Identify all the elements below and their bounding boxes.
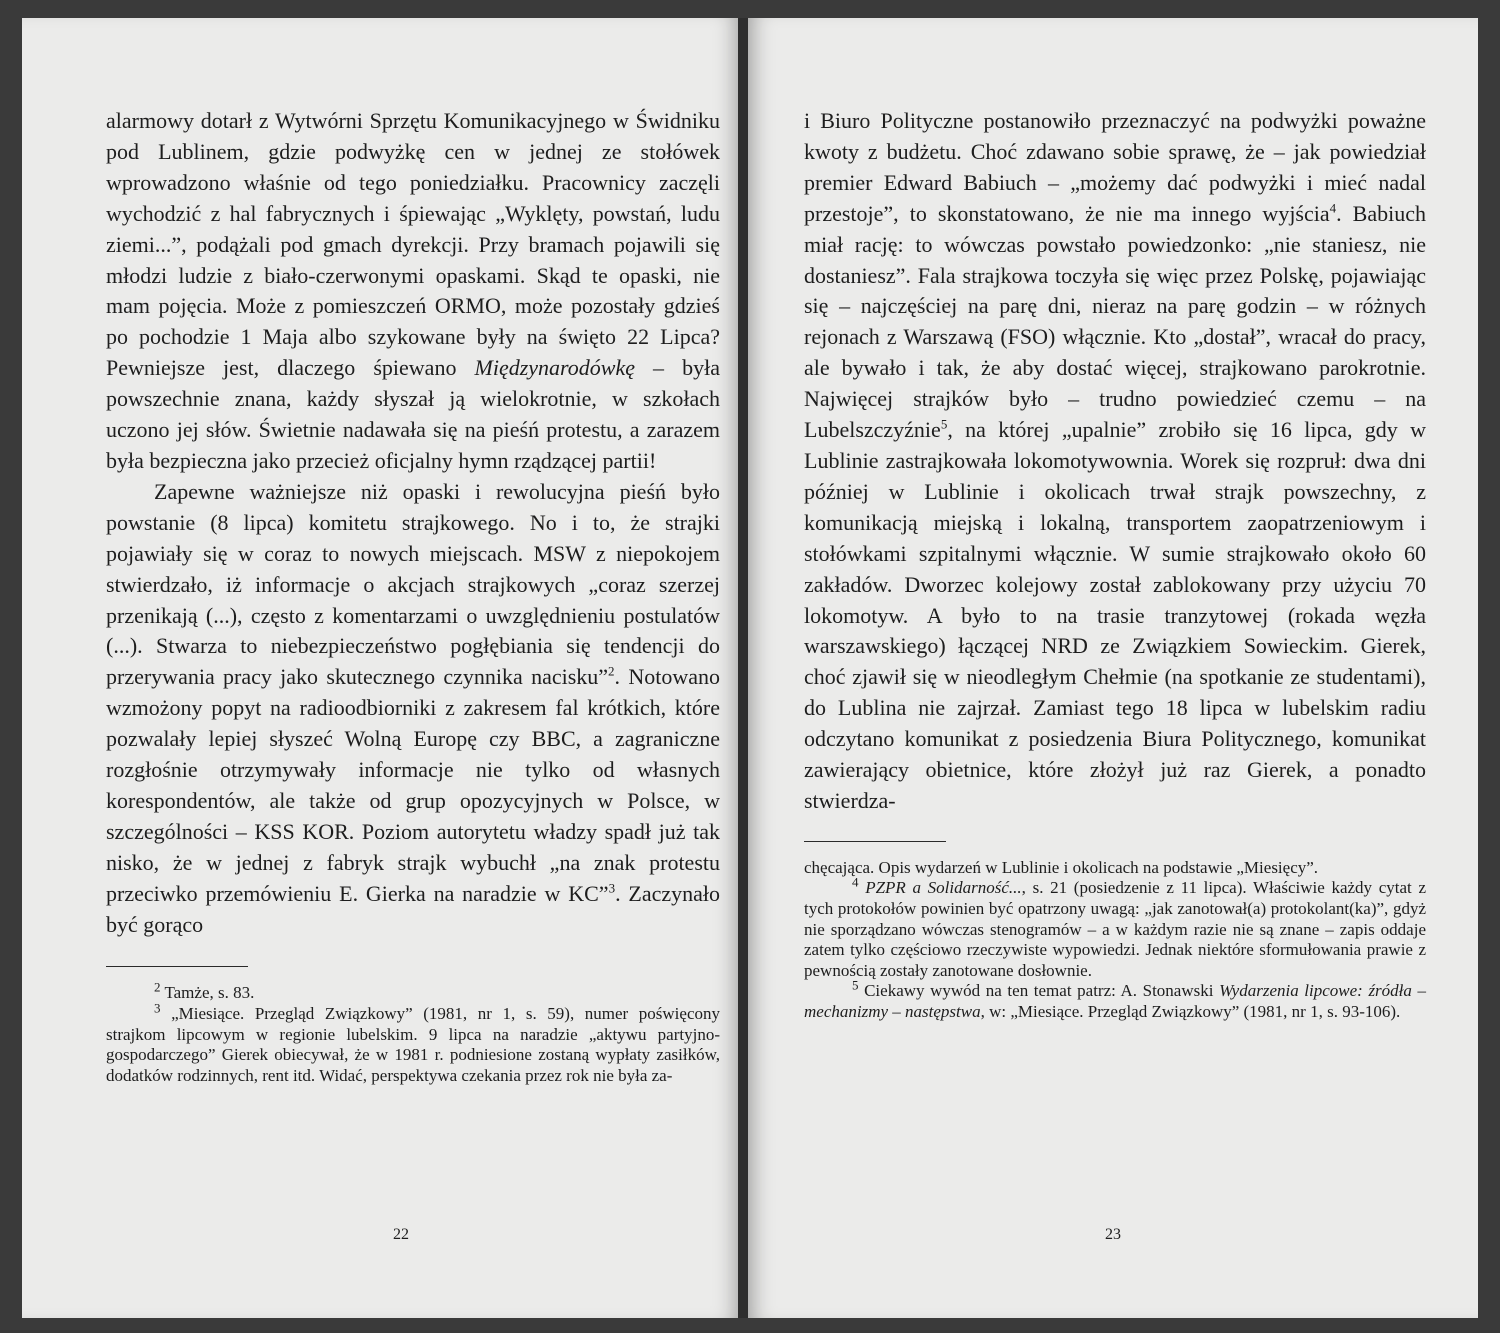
footnote-5-mark: 5 — [852, 977, 859, 993]
footnote-ref-4[interactable]: 4 — [1329, 200, 1337, 216]
right-paragraph-1-c: , na której „upalnie” zrobiło się 16 lipca, gdy w Lublinie zastrajkowała lokomotywownia. Worek się rozpruł: dwa dni później w Lublinie i okolicach trwał strajk powszechny, z komunikacją miejską i lokalną, transportem zaopatrzeniowym i stołówkami szpitalnymi włącznie. W sumie strajkowało około 60 zakładów. Dworzec kolejowy został zablokowany przy użyciu 70 lokomotyw. A było to na trasie tranzytowej (rokada węzła warszawskiego) łączącej NRD ze Związkiem Sowieckim. Gierek, choć zjawił się w nieodległym Chełmie (na spotkanie ze studentami), do Lublina nie zajrzał. Zamiast tego 18 lipca w lubelskim radiu odczytano komunikat z posiedzenia Biura Politycznego, komunikat zawierający obietnice, które złożył już raz Gierek, a ponadto stwierdza- — [804, 417, 1426, 813]
footnote-ref-2[interactable]: 2 — [608, 663, 615, 679]
left-footnotes — [106, 979, 720, 1086]
footnote-2-mark: 2 — [154, 979, 161, 995]
right-body-text — [804, 106, 1426, 817]
left-paragraph-2-text: Zapewne ważniejsze niż opaski i rewolucyjna pieśń było powstanie (8 lipca) komitetu strajkowego. No i to, że strajki pojawiały się w coraz to nowych miejscach. MSW z niepokojem stwierdzało, iż informacje o akcjach strajkowych „coraz szerzej przenikają (...), często z komentarzami o uwzględnieniu postulatów (...). Stwarza to niebezpieczeństwo pogłębiania się tendencji do przerywania pracy jako skutecznego czynnika nacisku” — [106, 478, 720, 690]
footnote-3-text: „Miesiące. Przegląd Związkowy” (1981, nr 1, s. 59), numer poświęcony strajkom lipcowym w regionie lubelskim. 9 lipca na naradzie „aktywu partyjno-gospodarczego” Gierek obiecywał, że w 1981 r. podniesione zostaną wypłaty zasiłków, dodatków rodzinnych, rent itd. Widać, perspektywa czekania przez rok nie była za- — [106, 1004, 720, 1085]
footnote-ref-5[interactable]: 5 — [940, 416, 948, 432]
right-paragraph-1-b: . Babiuch miał rację: to wówczas powstało powiedzonko: „nie staniesz, nie dostaniesz”. Fala strajkowa toczyła się więc przez Polskę, pojawiając się – najczęściej na parę dni, nieraz na parę godzin – w różnych rejonach z Warszawą (FSO) włącznie. Kto „dostał”, wracał do pracy, ale bywało i tak, że aby dostać więcej, strajkowano parokrotnie. Najwięcej strajków było – trudno powiedzieć czemu – na Lubelszczyźnie — [804, 200, 1426, 443]
footnote-5 — [804, 977, 1426, 1022]
left-paragraph-1-text: alarmowy dotarł z Wytwórni Sprzętu Komunikacyjnego w Świdniku pod Lublinem, gdzie podwyżkę cen w jednej ze stołówek wprowadzono właśnie od tego poniedziałku. Pracownicy zaczęli wychodzić z hal fabrycznych i śpiewając „Wyklęty, powstań, ludu ziemi...”, podążali pod gmach dyrekcji. Przy bramach pojawili się młodzi ludzie z biało-czerwonymi opaskami. Skąd te opaski, nie mam pojęcia. Może z pomieszczeń ORMO, może pozostały gdzieś po pochodzie 1 Maja albo szykowane były na święto 22 Lipca? Pewniejsze jest, dlaczego śpiewano — [106, 108, 720, 381]
page-number-right: 23 — [1105, 1226, 1121, 1243]
footnote-3-continued: chęcająca. Opis wydarzeń w Lublinie i okolicach na podstawie „Miesięcy”. — [804, 857, 1319, 877]
page-left — [22, 18, 740, 1318]
footnote-4-mark: 4 — [852, 874, 859, 890]
left-paragraph-1-tail: – była powszechnie znana, każdy słyszał ją wielokrotnie, w szkołach uczono jej słów. Świetnie nadawała się na pieśń protestu, a zarazem była bezpieczna jako przecież oficjalny hymn rządzącej partii! — [106, 355, 720, 473]
left-paragraph-2-end: . Zaczynało być gorąco — [106, 880, 721, 937]
right-paragraph-1-a: i Biuro Polityczne postanowiło przeznaczyć na podwyżki poważne kwoty z budżetu. Choć zdawano sobie sprawę, że – jak powiedział premier Edward Babiuch – „możemy dać podwyżki i mieć nadal przestoje”, to skonstatowano, że nie ma innego wyjścia — [804, 108, 1426, 226]
right-paragraph-1 — [804, 106, 1426, 817]
right-column — [804, 106, 1426, 1023]
footnote-5-text-a: Ciekawy wywód na ten temat patrz: A. Stonawski — [858, 981, 1220, 1001]
footnote-5-italic: Wydarzenia lipcowe: źródła – mechanizmy – następstwa — [804, 981, 1426, 1021]
footnote-4-italic: PZPR a Solidarność... — [865, 878, 1022, 898]
page-number-left: 22 — [393, 1226, 409, 1243]
italic-title: Międzynarodówkę — [474, 355, 635, 381]
right-footnotes — [804, 858, 1426, 1023]
footnote-3 — [106, 1000, 720, 1086]
footnote-4-text: , s. 21 (posiedzenie z 11 lipca). Właściwie każdy cytat z tych protokołów powinien być opatrzony uwagą: „jak zanotował(a) protokolant(ka)”, gdyż nie sporządzano wówczas stenogramów – a w każdym razie nie są znane – zapis oddaje zatem tylko częściowo rzeczywiste wypowiedzi. Jednak niektóre sformułowania prawie z pewnością zostały zanotowane dosłownie. — [804, 878, 1426, 980]
left-paragraph-2-cont: . Notowano wzmożony popyt na radioodbiorniki z zakresem fal krótkich, które pozwalały lepiej słyszeć Wolną Europę czy BBC, a zagraniczne rozgłośnie otrzymywały informacje nie tylko od własnych korespondentów, ale także od grup opozycyjnych w Polsce, w szczególności – KSS KOR. Poziom autorytetu władzy spadł już tak nisko, że w jednej z fabryk strajk wybuchł „na znak protestu przeciwko przemówieniu E. Gierka na naradzie w KC” — [106, 664, 720, 906]
footnote-3-mark: 3 — [154, 1000, 161, 1016]
footnote-4 — [804, 874, 1426, 981]
footnote-divider — [804, 841, 946, 842]
left-paragraph-1 — [106, 106, 720, 477]
footnote-2 — [106, 979, 720, 1004]
footnote-divider — [106, 966, 248, 967]
book-spread — [22, 18, 1478, 1318]
page-right — [748, 18, 1478, 1318]
left-column — [106, 106, 720, 1086]
footnote-5-text-b: , w: „Miesiące. Przegląd Związkowy” (1981, nr 1, s. 93-106). — [980, 1002, 1401, 1021]
footnote-2-text: Tamże, s. 83. — [160, 983, 255, 1003]
left-paragraph-2 — [106, 477, 720, 941]
footnote-ref-3[interactable]: 3 — [608, 880, 616, 896]
left-body-text — [106, 106, 720, 940]
